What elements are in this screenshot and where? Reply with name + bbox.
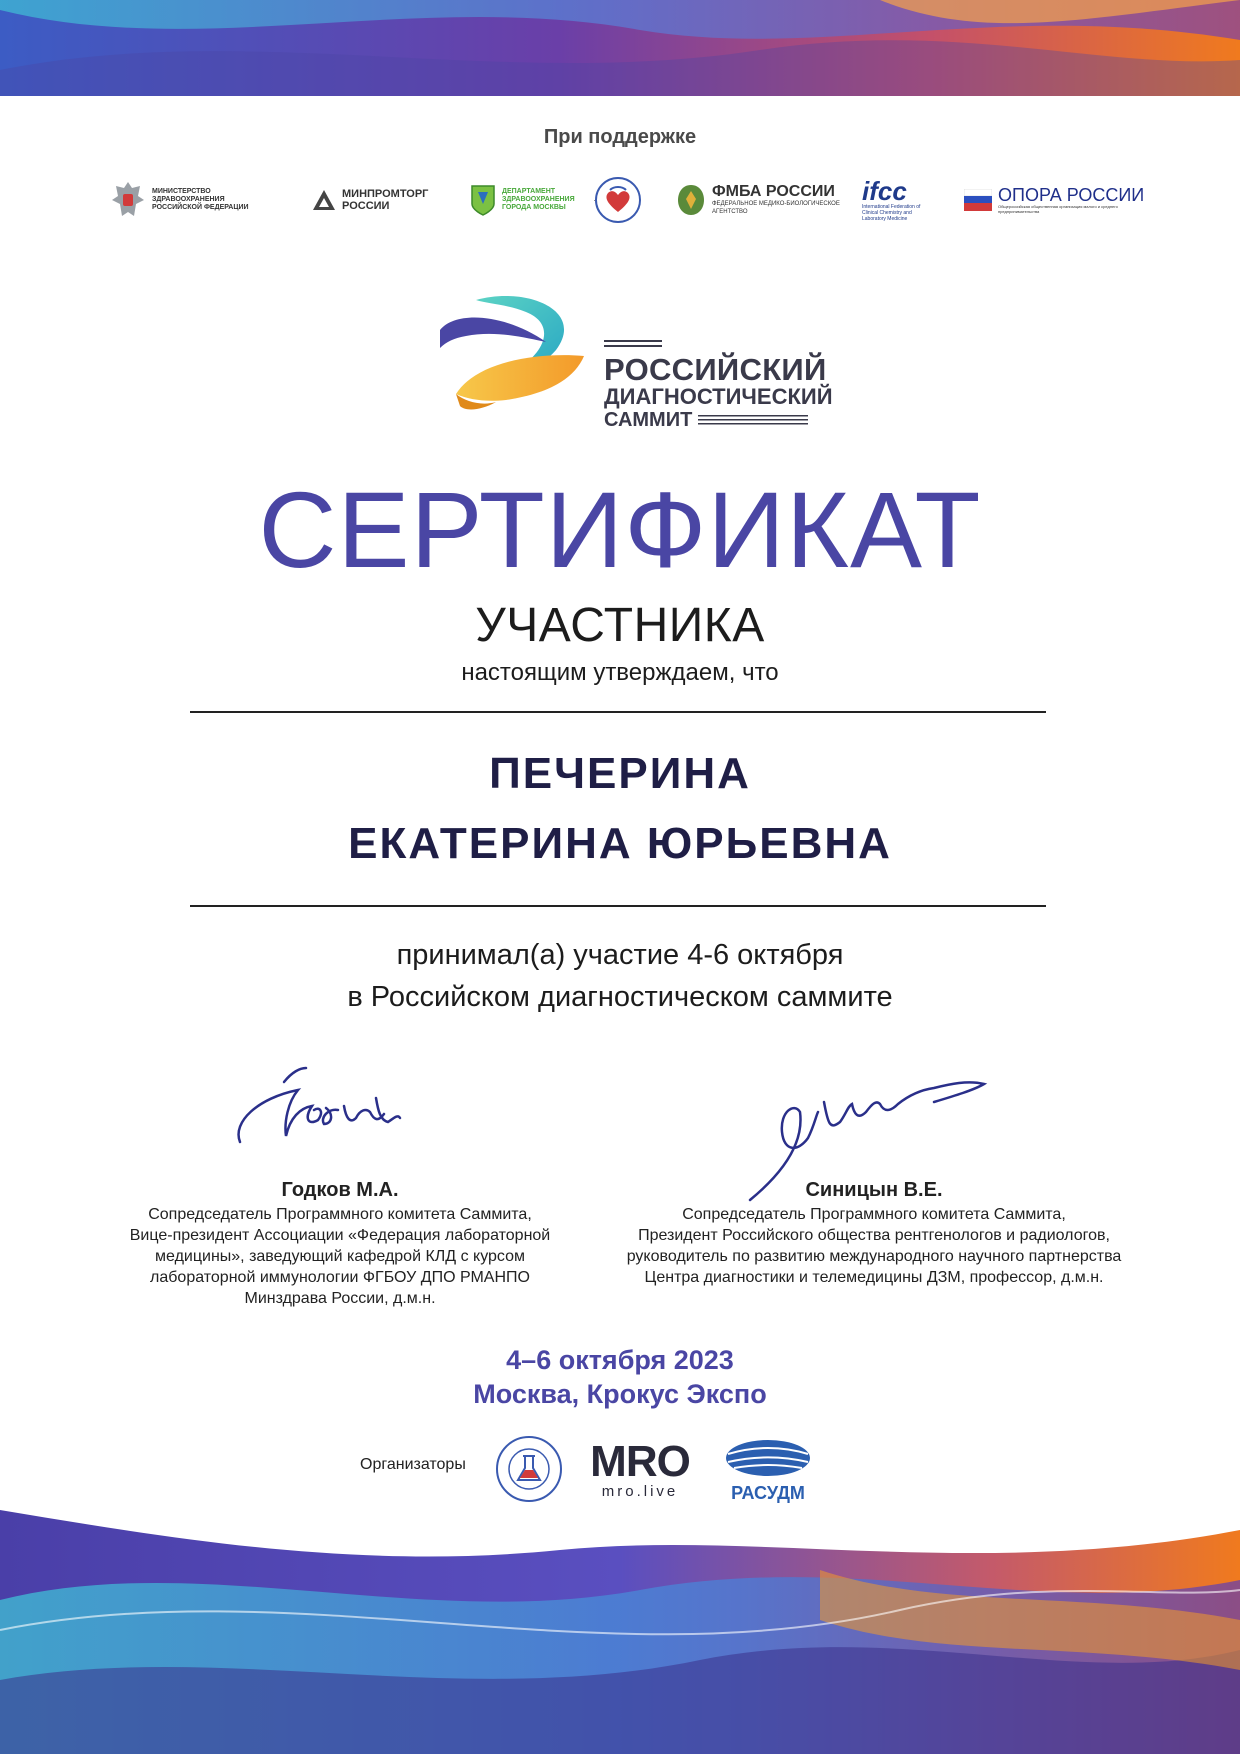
partner-ifcc [862, 175, 934, 225]
partner-sublabel: ФЕДЕРАЛЬНОЕ МЕДИКО-БИОЛОГИЧЕСКОЕ АГЕНТСТВО [712, 201, 840, 215]
partner-fmba [676, 175, 872, 225]
signatory-name: Годков М.А. [281, 1179, 399, 1201]
participation-line-1: принимал(а) участие 4-6 октября [396, 939, 844, 971]
signature-godkov [228, 1062, 438, 1154]
signatory-desc-line: Минздрава России, д.м.н. [244, 1290, 436, 1307]
organizers-label: Организаторы [360, 1456, 466, 1473]
summit-swirl-logo-icon [436, 290, 596, 430]
summit-lines-decor-icon [698, 414, 808, 426]
signatory-desc-line: Сопредседатель Программного комитета Саммита, [682, 1206, 1066, 1223]
partner-national-medical-chamber [594, 175, 642, 225]
signatory-desc-line: Центра диагностики и телемедицины ДЗМ, профессор, д.м.н. [644, 1269, 1104, 1286]
participation-text [0, 934, 1240, 1018]
partner-minpromtorg [312, 175, 442, 225]
russian-eagle-emblem-icon [110, 178, 146, 222]
flm-emblem-icon [494, 1434, 564, 1504]
participant-given-names: ЕКАТЕРИНА ЮРЬЕВНА [348, 819, 892, 868]
partner-label: ОПОРА РОССИИ [998, 185, 1145, 205]
signatory-desc-line: Сопредседатель Программного комитета Саммита, [148, 1206, 532, 1223]
signatory-name: Синицын В.Е. [805, 1179, 943, 1201]
russian-flag-icon [964, 189, 992, 211]
organizer-mro [590, 1437, 690, 1500]
minpromtorg-triangle-icon [312, 189, 336, 211]
signatory-desc-line: медицины», заведующий кафедрой КЛД с курсом [155, 1248, 525, 1265]
top-decorative-band [0, 0, 1240, 100]
partner-label: ifcc [862, 176, 907, 206]
organizer-label: MRO [590, 1437, 690, 1486]
partner-dzm [470, 175, 590, 225]
organizer-rasudm [722, 1436, 814, 1503]
certificate-intro: настоящим утверждаем, что [461, 659, 779, 686]
summit-line-2: ДИАГНОСТИЧЕСКИЙ [604, 384, 833, 409]
summit-name [604, 340, 833, 431]
signatory-desc-line: Президент Российского общества рентгенологов и радиологов, [638, 1227, 1110, 1244]
summit-lines-decor-icon [604, 340, 684, 348]
certificate-subtitle: УЧАСТНИКА [475, 599, 765, 652]
signatory-desc-line: лабораторной иммунологии ФГБОУ ДПО РМАНПО [150, 1269, 530, 1286]
certificate-title: СЕРТИФИКАТ [258, 469, 982, 590]
partner-sublabel: International Federation of Clinical Chemistry and Laboratory Medicine [862, 204, 921, 222]
medical-chamber-heart-icon [594, 176, 642, 224]
partner-minzdrav [110, 175, 270, 225]
event-dates: 4–6 октября 2023 [506, 1345, 734, 1375]
summit-line-3: САММИТ [604, 409, 693, 431]
partner-label: ДЕПАРТАМЕНТ ЗДРАВООХРАНЕНИЯ ГОРОДА МОСКВЫ [502, 188, 575, 211]
partner-sublabel: Общероссийская общественная организация малого и среднего предпринимательства [998, 204, 1118, 214]
rasudm-globe-icon [724, 1436, 812, 1478]
partner-opora [964, 175, 1144, 225]
signatory-desc-line: Вице-президент Ассоциации «Федерация лабораторной [129, 1227, 551, 1244]
fmba-emblem-icon [676, 183, 706, 217]
organizer-sublabel: mro.live [601, 1483, 679, 1500]
organizer-flm [494, 1434, 564, 1504]
partner-label: МИНИСТЕРСТВО ЗДРАВООХРАНЕНИЯ РОССИЙСКОЙ ФЕДЕРАЦИИ [152, 188, 249, 211]
event-place: Москва, Крокус Экспо [473, 1379, 767, 1409]
partner-label [594, 200, 595, 201]
participation-line-2: в Российском диагностическом саммите [347, 981, 893, 1013]
summit-line-1: РОССИЙСКИЙ [604, 352, 827, 387]
bottom-decorative-band [0, 1510, 1240, 1754]
organizer-label: РАСУДМ [731, 1483, 805, 1503]
divider-bottom [190, 905, 1046, 907]
signatory-desc-line: руководитель по развитию международного научного партнерства [626, 1248, 1122, 1265]
signatory-right [604, 1176, 1144, 1288]
partner-label: ФМБА РОССИИ [712, 183, 835, 200]
signatory-left [80, 1176, 600, 1309]
moscow-shield-icon [470, 184, 496, 216]
partner-label: МИНПРОМТОРГ РОССИИ [342, 188, 429, 212]
divider-top [190, 711, 1046, 713]
participant-surname: ПЕЧЕРИНА [489, 749, 751, 798]
support-title: При поддержке [543, 126, 697, 148]
